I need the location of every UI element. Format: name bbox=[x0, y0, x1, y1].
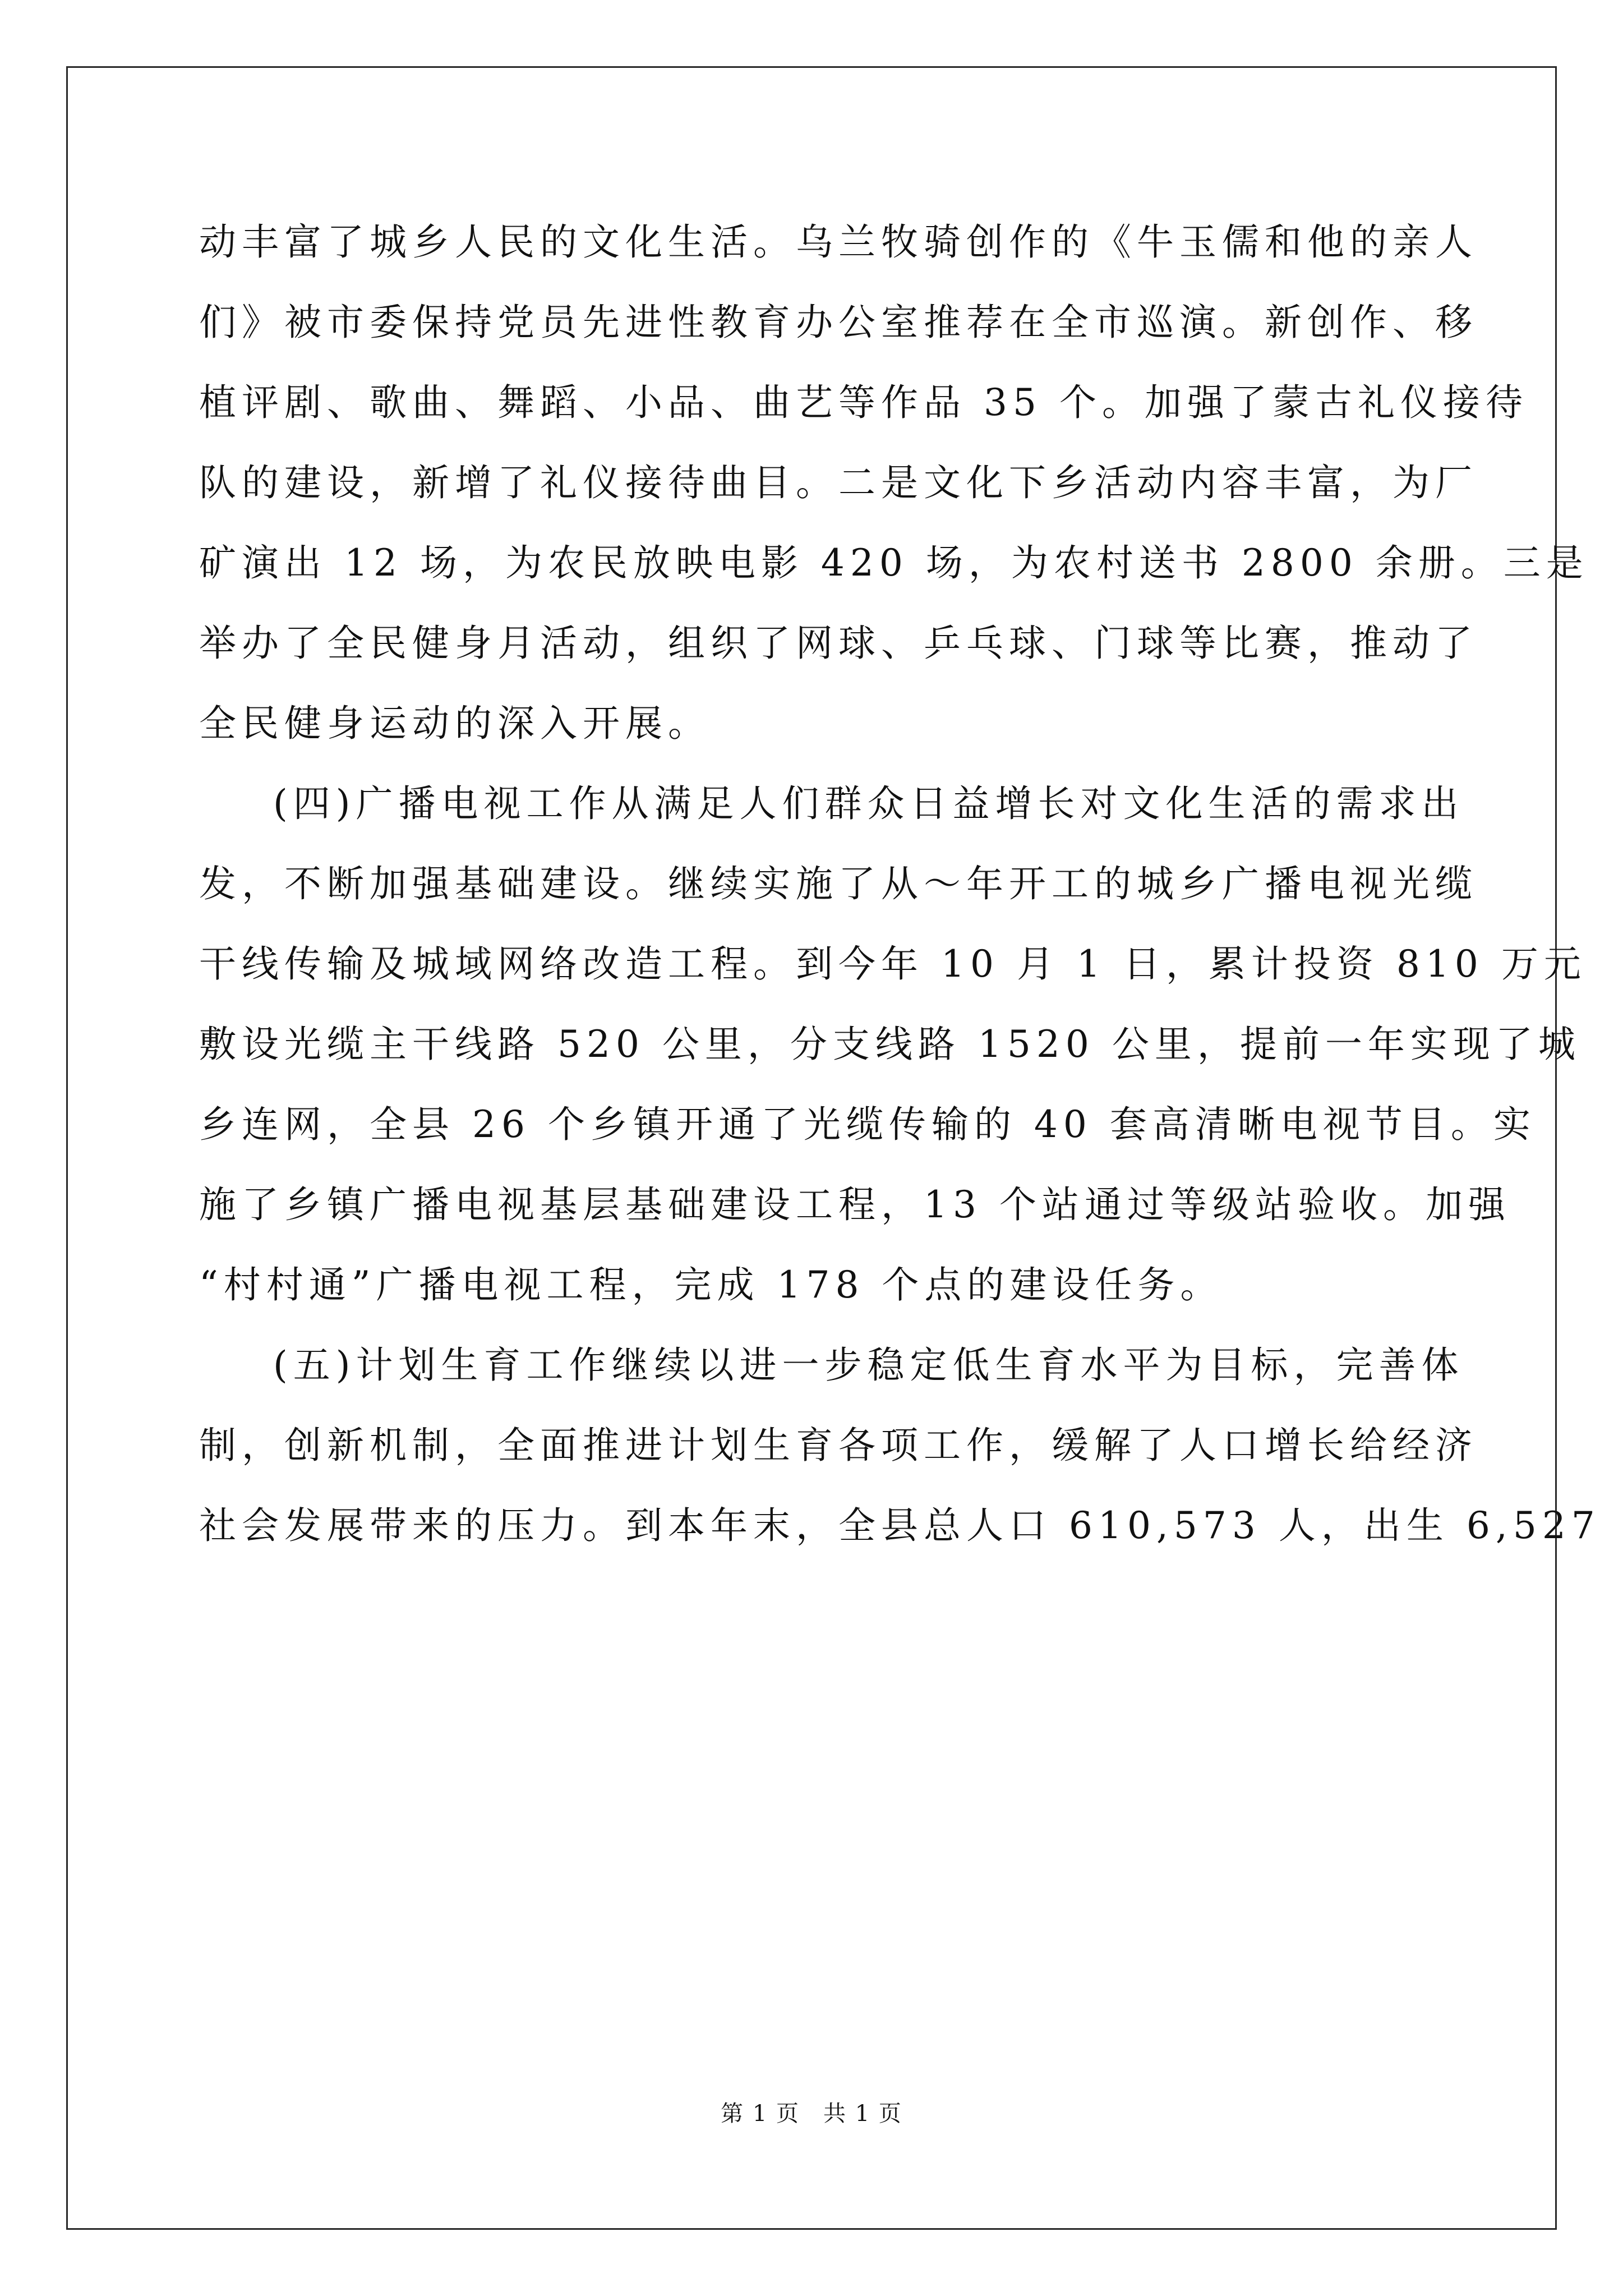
text-line: 队的建设，新增了礼仪接待曲目。二是文化下乡活动内容丰富，为厂 bbox=[199, 461, 1478, 504]
paragraph-start-line: (五)计划生育工作继续以进一步稳定低生育水平为目标，完善体 bbox=[273, 1343, 1464, 1387]
text-line: 制，创新机制，全面推进计划生育各项工作，缓解了人口增长给经济 bbox=[199, 1424, 1478, 1467]
text-line: 们》被市委保持党员先进性教育办公室推荐在全市巡演。新创作、移 bbox=[199, 301, 1478, 344]
text-line: 敷设光缆主干线路 520 公里，分支线路 1520 公里，提前一年实现了城 bbox=[199, 1023, 1581, 1066]
text-line: 干线传输及城域网络改造工程。到今年 10 月 1 日，累计投资 810 万元 bbox=[199, 942, 1587, 986]
text-line: 社会发展带来的压力。到本年末，全县总人口 610,573 人，出生 6,527 bbox=[199, 1504, 1601, 1547]
text-line: 施了乡镇广播电视基层基础建设工程，13 个站通过等级站验收。加强 bbox=[199, 1183, 1511, 1226]
text-line: 植评剧、歌曲、舞蹈、小品、曲艺等作品 35 个。加强了蒙古礼仪接待 bbox=[199, 381, 1528, 424]
paragraph-start-line: (四)广播电视工作从满足人们群众日益增长对文化生活的需求出 bbox=[273, 782, 1464, 825]
text-line: “村村通”广播电视工程，完成 178 个点的建设任务。 bbox=[199, 1263, 1223, 1306]
text-line: 动丰富了城乡人民的文化生活。乌兰牧骑创作的《牛玉儒和他的亲人 bbox=[199, 220, 1478, 264]
page-number-footer: 第 1 页 共 1 页 bbox=[721, 2101, 902, 2127]
text-line: 举办了全民健身月活动，组织了网球、乒乓球、门球等比赛，推动了 bbox=[199, 622, 1478, 665]
text-line: 乡连网，全县 26 个乡镇开通了光缆传输的 40 套高清晰电视节目。实 bbox=[199, 1103, 1536, 1146]
text-line: 全民健身运动的深入开展。 bbox=[199, 702, 711, 745]
text-line: 发，不断加强基础建设。继续实施了从～年开工的城乡广播电视光缆 bbox=[199, 862, 1478, 905]
text-line: 矿演出 12 场，为农民放映电影 420 场，为农村送书 2800 余册。三是 bbox=[199, 541, 1589, 585]
